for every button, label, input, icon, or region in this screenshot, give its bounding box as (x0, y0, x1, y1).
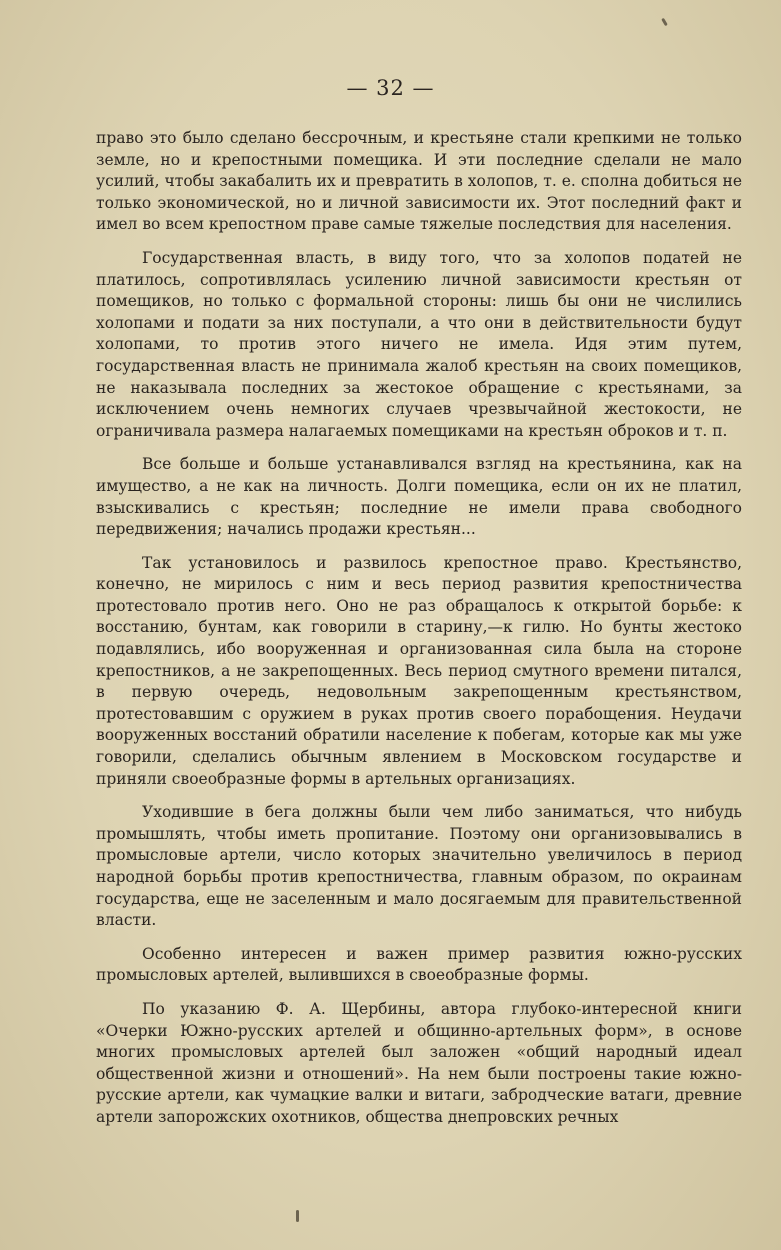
paragraph-3: Все больше и больше устанавливался взгляд на крестьянина, как на имущество, а не как на личность. Долги помещика, если он их не платил, взыскивались с крестьян; последние не имели права свободного передвижения; начались продажи крестьян... (96, 455, 742, 539)
paragraph-1: право это было сделано бессрочным, и крестьяне стали крепкими не только земле, но и крепостными помещика. И эти последние сделали не мало усилий, чтобы закабалить их и превратить в холопов, т. е. сполна добиться не только экономической, но и личной зависимости их. Этот последний факт и имел во всем крепостном праве самые тяжелые последствия для населения. (96, 129, 742, 234)
page-body (96, 128, 742, 1141)
paragraph-7: По указанию Ф. А. Щербины, автора глубоко-интересной книги «Очерки Южно-русских артелей и общинно-артельных форм», в основе многих промысловых артелей был заложен «общий народный идеал общественной жизни и отношений». На нем были построены такие южно-русские артели, как чумацкие валки и витаги, забродческие ватаги, древние артели запорожских охотников, общества днепровских речных (96, 999, 742, 1126)
paragraph-4: Так установилось и развилось крепостное право. Крестьянство, конечно, не мирилось с ним и весь период развития крепостничества протестовало против него. Оно не раз обращалось к открытой борьбе: к восстанию, бунтам, как говорили в старину,—к гилю. Но бунты жестоко подавлялись, ибо вооруженная и организованная сила была на стороне крепостников, а не закрепощенных. Весь период смутного времени питался, в первую очередь, недовольным закрепощенным крестьянством, протестовавшим с оружием в руках против своего порабощения. Неудачи вооруженных восстаний обратили население к побегам, которые как мы уже говорили, сделались обычным явлением в Московском государстве и приняли своеобразные формы в артельных организациях. (96, 553, 742, 788)
paper-speck (661, 18, 668, 26)
paragraph-2: Государственная власть, в виду того, что за холопов податей не платилось, сопротивлялась усилению личной зависимости крестьян от помещиков, но только с формальной стороны: лишь бы они не числились холопами и подати за них поступали, а что они в действительности будут холопами, то против этого ничего не имела. Идя этим путем, государственная власть не принимала жалоб крестьян на своих помещиков, не наказывала последних за жестокое обращение с крестьянами, за исключением очень немногих случаев чрезвычайной жестокости, не ограничивала размера налагаемых помещиками на крестьян оброков и т. п. (96, 248, 742, 440)
paragraph-6: Особенно интересен и важен пример развития южно-русских промысловых артелей, вылившихся в своеобразные формы. (96, 944, 742, 985)
paragraph-5: Уходившие в бега должны были чем либо заниматься, что нибудь промышлять, чтобы иметь пропитание. Поэтому они организовывались в промысловые артели, число которых значительно увеличилось в период народной борьбы против крепостничества, главным образом, по окраинам государства, еще не заселенным и мало досягаемым для правительственной власти. (96, 803, 742, 930)
paper-speck (296, 1210, 299, 1222)
page-number: — 32 — (346, 76, 435, 100)
